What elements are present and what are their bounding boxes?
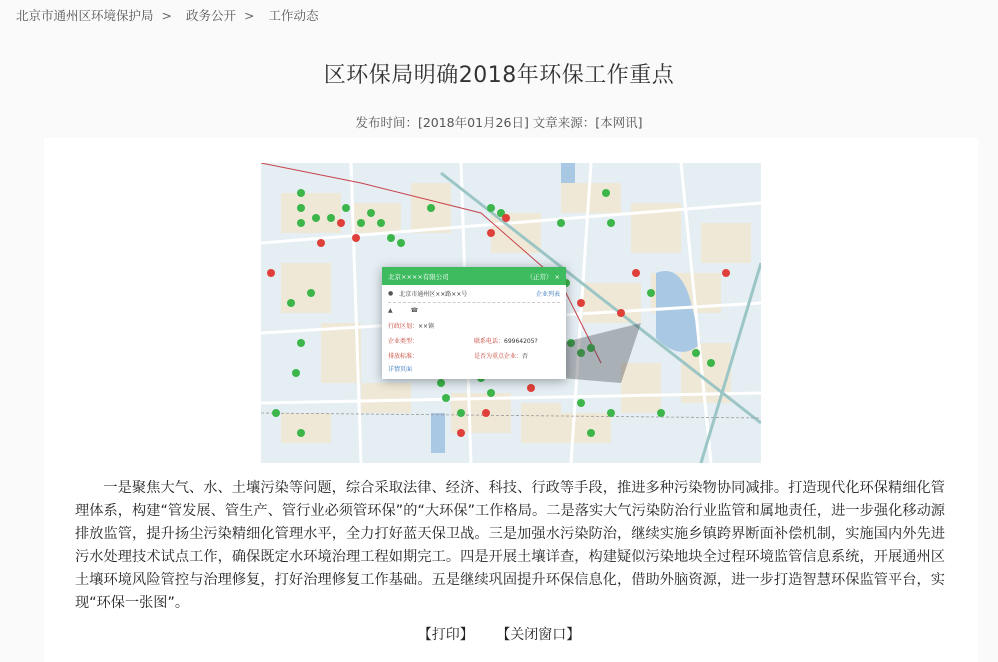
detail-page-link: 详情页面 (388, 366, 413, 373)
phone-icon: ☎ (410, 307, 419, 314)
breadcrumb (16, 6, 322, 24)
popup-company-name: 北京××××有限公司 (388, 272, 449, 281)
person-icon: ▲ (388, 307, 393, 314)
page-title: 区环保局明确2018年环保工作重点 (323, 63, 675, 88)
breadcrumb-work-news[interactable]: 工作动态 (268, 8, 319, 23)
print-button[interactable]: 【打印】 (417, 627, 474, 643)
breadcrumb-home[interactable]: 北京市通州区环境保护局 (16, 8, 154, 23)
popup-status: （正常） (526, 272, 553, 281)
popup-fields: 行政区划：××镇 企业类型： 联系电话：69964205? 排放标准： 是否为重点企业：否 (388, 323, 538, 360)
breadcrumb-gov-affairs[interactable]: 政务公开 (185, 8, 236, 23)
enterprise-list-link: 企业列表 (535, 291, 560, 298)
popup-header (382, 267, 566, 285)
close-window-button[interactable]: 【关闭窗口】 (496, 627, 581, 643)
location-pin-icon: ● (388, 290, 394, 297)
map-popup (382, 267, 566, 379)
chevron-right-icon: > (244, 8, 255, 23)
article-body: 一是聚焦大气、水、土壤污染等问题，综合采取法律、经济、科技、行政等手段，推进多种污染物协同减排。打造现代化环保精细化管理体系，构建“管发展、管生产、管行业必须管环保”的“大环保”工作格局。二是落实大气污染防治行业监管和属地责任，进一步强化移动源排放监管，提升扬尘污染精细化管理水平，全力打好蓝天保卫战。三是加强水污染防治，继续实施乡镇跨界断面补偿机制，实施国内外先进污水处理技术试点工作，确保既定水环境治理工程如期完工。四是开展土壤详查，构建疑似污染地块全过程环境监管信息系统，开展通州区土壤环境风险管控与治理修复，打好治理修复工作基础。五是继续巩固提升环保信息化，借助外脑资源，进一步打造智慧环保监管平台，实现“环保一张图”。 (75, 480, 945, 611)
close-icon: × (554, 272, 560, 281)
chevron-right-icon: > (161, 8, 172, 23)
map-image (261, 163, 761, 463)
article-actions (0, 624, 998, 644)
popup-address: 北京市通州区××路××号 (399, 291, 468, 298)
article-meta: 发布时间：[2018年01月26日] 文章来源：[本网讯] (355, 115, 643, 130)
